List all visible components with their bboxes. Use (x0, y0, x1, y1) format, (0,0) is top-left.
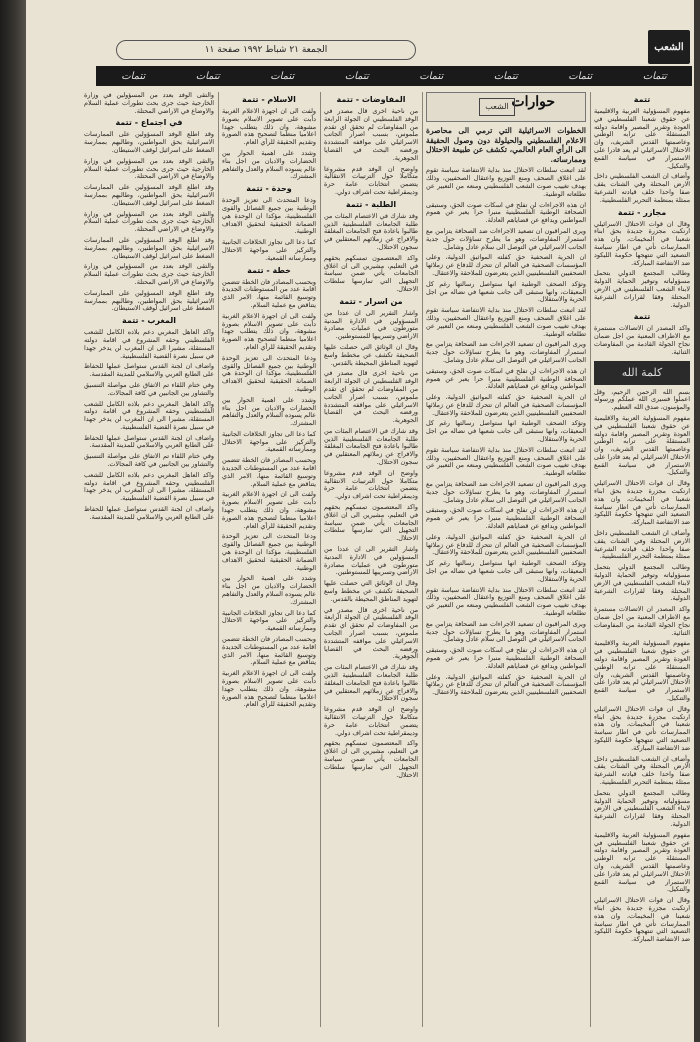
paragraph: وقد شارك في الاعتصام المئات من طلبة الجامعات الفلسطينية الذين طالبوا باعادة فتح الجامعات المغلقة والافراج عن زملائهم المعتقلين في سجون الاحتلال. (324, 426, 418, 467)
paragraph: كما دعا الى تجاوز الخلافات الجانبية والتركيز على مواجهة الاحتلال وممارساته القمعية. (222, 608, 316, 633)
paragraph: ان هذه الاجراءات لن تفلح في اسكات صوت الحق، وستبقى الصحافة الوطنية الفلسطينية منبرا حرا يعبر عن هموم المواطنين ويدافع عن قضاياهم العادلة. (426, 506, 586, 531)
column-heading: تتمة (633, 95, 651, 104)
paragraph: واكد العاهل المغربي دعم بلاده الكامل للشعب الفلسطيني وحقه المشروع في اقامة دولته المستقلة، مشيرا الى ان المغرب لن يدخر جهدا في سبيل نصرة القضية الفلسطينية. (84, 328, 214, 360)
banner-word: تتمات (568, 70, 593, 82)
paragraph: من ناحية اخرى قال مصدر في الوفد الفلسطيني ان الجولة الرابعة من المفاوضات لم تحقق اي تقدم ملموس، بسبب اصرار الجانب الاسرائيلي على مواقفه المتشددة ورفضه البحث في القضايا الجوهرية. (324, 369, 418, 425)
dateline: الجمعة ٢١ شباط ١٩٩٢ صفحة ١١ (116, 40, 416, 60)
paragraph: واشار التقرير الى ان عددا من المسؤولين في الادارة المدنية متورطون في عمليات مصادرة الاراضي وتسريبها للمستوطنين. (324, 545, 418, 577)
paragraph: ولفت الى ان اجهزة الاعلام الغربية دأبت على تصوير الاسلام بصورة مشوهة، وان ذلك يتطلب جهدا اعلاميا منظما لتصحيح هذه الصورة وتقديم الحقيقة للرأي العام. (222, 107, 316, 147)
paragraph: ان الحرية الصحفية حق كفلته المواثيق الدولية، وعلى المؤسسات الصحفية في العالم ان تتحرك للدفاع عن زملائها الصحفيين الفلسطينيين الذين يتعرضون للملاحقة والاعتقال. (426, 672, 586, 697)
section-label: حوارات (511, 94, 555, 110)
paragraph: وقد شارك في الاعتصام المئات من طلبة الجامعات الفلسطينية الذين طالبوا باعادة فتح الجامعات المغلقة والافراج عن زملائهم المعتقلين في سجون الاحتلال. (324, 663, 418, 703)
paragraph: واوضح ان الوفد قدم مشروعا متكاملا حول الترتيبات الانتقالية يتضمن انتخابات عامة حرة وديمقراطية تحت اشراف دولي. (324, 164, 418, 196)
paragraph: وقال ان قوات الاحتلال الاسرائيلي ارتكبت مجزرة جديدة بحق ابناء شعبنا في المخيمات، وان هذه الممارسات تأتي في اطار سياسة التصعيد التي تنتهجها حكومة الليكود ضد الانتفاضة المباركة. (594, 479, 690, 527)
column-1 (594, 92, 690, 1027)
paragraph: والتقى الوفد بعدد من المسؤولين في وزارة الخارجية حيث جرى بحث تطورات عملية السلام والاوضاع في الاراضي المحتلة. (84, 156, 214, 181)
paragraph: واضاف ان لجنة القدس ستواصل عملها للحفاظ على الطابع العربي والاسلامي للمدينة المقدسة. (84, 362, 214, 379)
continuations-banner (96, 66, 692, 86)
paragraph: وقد اطلع الوفد المسؤولين على الممارسات الاسرائيلية بحق المواطنين، وطالبهم بممارسة الضغط على اسرائيل لوقف الاستيطان. (84, 183, 214, 207)
paragraph: وأضاف ان الشعب الفلسطيني داخل الارض المحتلة وفي الشتات يقف صفا واحدا خلف قيادته الشرعية ممثلة بمنظمة التحرير الفلسطينية. (594, 172, 690, 204)
paragraph: واكد المعتصمون تمسكهم بحقهم في التعليم، مشيرين الى ان اغلاق الجامعات يأتي ضمن سياسة التجهيل التي تمارسها سلطات الاحتلال. (324, 739, 418, 779)
paragraph: وفي ختام اللقاء تم الاتفاق على مواصلة التنسيق والتشاور بين الجانبين في كافة المجالات. (84, 380, 214, 397)
lede-paragraph: الخطوات الاسرائيلية التي ترمي الى محاصرة الاعلام الفلسطيني والحيلولة دون وصول الحقيقة الى الرأي العام العالمي، تكشف عن طبيعة الاحتلال وممارساته. (426, 126, 586, 164)
paragraph: وأضاف ان الشعب الفلسطيني داخل الارض المحتلة وفي الشتات يقف صفا واحدا خلف قيادته الشرعية ممثلة بمنظمة التحرير الفلسطينية. (594, 529, 690, 561)
paragraph: ان هذه الاجراءات لن تفلح في اسكات صوت الحق، وستبقى الصحافة الوطنية الفلسطينية منبرا حرا يعبر عن هموم المواطنين ويدافع عن قضاياهم العادلة. (426, 366, 586, 391)
paragraph: ولفت الى ان اجهزة الاعلام الغربية دأبت على تصوير الاسلام بصورة مشوهة، وان ذلك يتطلب جهدا اعلاميا منظما لتصحيح هذه الصورة وتقديم الحقيقة للرأي العام. (222, 311, 316, 351)
paragraph: لقد اتبعت سلطات الاحتلال منذ بداية الانتفاضة سياسة تقوم على اغلاق الصحف ومنع التوزيع واعتقال الصحفيين، وذلك بهدف تغييب صوت الشعب الفلسطيني ومنعه من التعبير عن تطلعاته الوطنية. (426, 306, 586, 338)
paragraph: ودعا المتحدث الى تعزيز الوحدة الوطنية بين جميع الفصائل والقوى الفلسطينية، مؤكدا ان الوحدة هي الضمانة الحقيقية لتحقيق الاهداف الوطنية. (222, 353, 316, 393)
paragraph: مفهوم المسؤولية العربية والاقليمية عن حقوق شعبنا الفلسطيني في العودة وتقرير المصير واقامة دولته المستقلة على ترابه الوطني وعاصمتها القدس الشريف، وان الاحتلال الاسرائيلي لم يعد قادرا على الاستمرار في سياسة القمع والتنكيل. (594, 413, 690, 477)
paragraph: وقال ان الوثائق التي حصلت عليها الصحيفة تكشف عن مخطط واسع لتهويد المناطق المحيطة بالقدس. (324, 342, 418, 367)
paragraph: واضاف ان لجنة القدس ستواصل عملها للحفاظ على الطابع العربي والاسلامي للمدينة المقدسة. (84, 505, 214, 521)
banner-word: تتمات (493, 70, 518, 82)
paragraph: كما دعا الى تجاوز الخلافات الجانبية والتركيز على مواجهة الاحتلال وممارساته القمعية. (222, 429, 316, 454)
kalima-box: كلمة الله (594, 361, 690, 385)
paragraph: وشدد على اهمية الحوار بين الحضارات والاديان من اجل بناء عالم يسوده السلام والعدل والتفاهم المشترك. (222, 574, 316, 606)
paragraph: وشدد على اهمية الحوار بين الحضارات والاديان من اجل بناء عالم يسوده السلام والعدل والتفاهم المشترك. (222, 395, 316, 428)
paragraph: وفي ختام اللقاء تم الاتفاق على مواصلة التنسيق والتشاور بين الجانبين في كافة المجالات. (84, 452, 214, 469)
column-heading: تتمة (633, 312, 651, 322)
column-heading: مجازر - تتمة (617, 207, 667, 217)
paragraph: ويرى المراقبون ان تصعيد الاجراءات ضد الصحافة يتزامن مع استمرار المفاوضات، وهو ما يطرح تساؤلات حول جدية الجانب الاسرائيلي في التوصل الى سلام عادل وشامل. (426, 480, 586, 504)
banner-word: تتمات (344, 70, 369, 82)
column-3 (324, 92, 418, 1027)
column-heading: الطلبة - تتمة (345, 199, 397, 209)
paragraph: ان الحرية الصحفية حق كفلته المواثيق الدولية، وعلى المؤسسات الصحفية في العالم ان تتحرك للدفاع عن زملائها الصحفيين الفلسطينيين الذين يتعرضون للملاحقة والاعتقال. (426, 532, 586, 557)
paragraph: وقال ان قوات الاحتلال الاسرائيلي ارتكبت مجزرة جديدة بحق ابناء شعبنا في المخيمات، وان هذه الممارسات تأتي في اطار سياسة التصعيد التي تنتهجها حكومة الليكود ضد الانتفاضة المباركة. (594, 896, 690, 944)
paragraph: والتقى الوفد بعدد من المسؤولين في وزارة الخارجية حيث جرى بحث تطورات عملية السلام والاوضاع في الاراضي المحتلة. (84, 209, 214, 234)
paragraph: ويرى المراقبون ان تصعيد الاجراءات ضد الصحافة يتزامن مع استمرار المفاوضات، وهو ما يطرح تساؤلات حول جدية الجانب الاسرائيلي في التوصل الى سلام عادل وشامل. (426, 226, 586, 251)
paragraph: مفهوم المسؤولية العربية والاقليمية عن حقوق شعبنا الفلسطيني في العودة وتقرير المصير واقامة دولته المستقلة على ترابه الوطني وعاصمتها القدس الشريف، وان الاحتلال الاسرائيلي لم يعد قادرا على الاستمرار في سياسة القمع والتنكيل. (594, 830, 690, 894)
paragraph: ودعا المتحدث الى تعزيز الوحدة الوطنية بين جميع الفصائل والقوى الفلسطينية، مؤكدا ان الوحدة هي الضمانة الحقيقية لتحقيق الاهداف الوطنية. (222, 532, 316, 572)
paragraph: ولفت الى ان اجهزة الاعلام الغربية دأبت على تصوير الاسلام بصورة مشوهة، وان ذلك يتطلب جهدا اعلاميا منظما لتصحيح هذه الصورة وتقديم الحقيقة للرأي العام. (222, 490, 316, 530)
paragraph: وتؤكد الصحف الوطنية انها ستواصل رسالتها رغم كل المعيقات، وانها ستبقى الى جانب شعبها في نضاله من اجل الحرية والاستقلال. (426, 279, 586, 304)
paragraph: وقال ان قوات الاحتلال الاسرائيلي ارتكبت مجزرة جديدة بحق ابناء شعبنا في المخيمات، وان هذه الممارسات تأتي في اطار سياسة التصعيد التي تنتهجها حكومة الليكود ضد الانتفاضة المباركة. (594, 704, 690, 752)
column-heading: المغرب - تتمة (121, 316, 176, 326)
paragraph: من ناحية اخرى قال مصدر في الوفد الفلسطيني ان الجولة الرابعة من المفاوضات لم تحقق اي تقدم ملموس، بسبب اصرار الجانب الاسرائيلي على مواقفه المتشددة ورفضه البحث في القضايا الجوهرية. (324, 605, 418, 661)
paragraph: مفهوم المسؤولية العربية والاقليمية عن حقوق شعبنا الفلسطيني في العودة وتقرير المصير واقامة دولته المستقلة على ترابه الوطني وعاصمتها القدس الشريف، وان الاحتلال الاسرائيلي لم يعد قادرا على الاستمرار في سياسة القمع والتنكيل. (594, 107, 690, 170)
column-heading: المفاوضات - تتمة (336, 95, 406, 104)
book-binding (0, 0, 26, 1042)
paragraph: لقد اتبعت سلطات الاحتلال منذ بداية الانتفاضة سياسة تقوم على اغلاق الصحف ومنع التوزيع واعتقال الصحفيين، وذلك بهدف تغييب صوت الشعب الفلسطيني ومنعه من التعبير عن تطلعاته الوطنية. (426, 445, 586, 478)
column-heading: في اجتماع - تتمة (115, 118, 183, 128)
paragraph: ودعا المتحدث الى تعزيز الوحدة الوطنية بين جميع الفصائل والقوى الفلسطينية، مؤكدا ان الوحدة هي الضمانة الحقيقية لتحقيق الاهداف الوطنية. (222, 196, 316, 236)
paragraph: وطالب المجتمع الدولي بتحمل مسؤولياته وتوفير الحماية الدولية لابناء الشعب الفلسطيني في الارض المحتلة وفقا لقرارات الشرعية الدولية. (594, 788, 690, 828)
paragraph: واوضح ان الوفد قدم مشروعا متكاملا حول الترتيبات الانتقالية يتضمن انتخابات عامة حرة وديمقراطية تحت اشراف دولي. (324, 705, 418, 737)
mini-logo: الشعب (479, 98, 515, 116)
page-header (26, 18, 694, 66)
section-header (426, 92, 586, 122)
paragraph: ولفت الى ان اجهزة الاعلام الغربية دأبت على تصوير الاسلام بصورة مشوهة، وان ذلك يتطلب جهدا اعلاميا منظما لتصحيح هذه الصورة وتقديم الحقيقة للرأي العام. (222, 669, 316, 709)
banner-word: تتمات (419, 70, 444, 82)
paragraph: وبحسب المصادر فان الخطة تتضمن اقامة عدد من المستوطنات الجديدة وتوسيع القائمة منها، الامر الذي يتناقض مع عملية السلام. (222, 456, 316, 488)
paragraph: واضاف ان لجنة القدس ستواصل عملها للحفاظ على الطابع العربي والاسلامي للمدينة المقدسة. (84, 433, 214, 450)
paragraph: ويرى المراقبون ان تصعيد الاجراءات ضد الصحافة يتزامن مع استمرار المفاوضات، وهو ما يطرح تساؤلات حول جدية الجانب الاسرائيلي في التوصل الى سلام عادل وشامل. (426, 619, 586, 644)
column-heading: خطة - تتمة (247, 265, 291, 275)
column-5 (84, 92, 214, 1027)
paragraph: واكد المصدر ان الاتصالات مستمرة مع الاطراف المعنية من اجل ضمان نجاح الجولة القادمة من المفاوضات الثنائية. (594, 324, 690, 356)
paragraph: ان الحرية الصحفية حق كفلته المواثيق الدولية، وعلى المؤسسات الصحفية في العالم ان تتحرك للدفاع عن زملائها الصحفيين الفلسطينيين الذين يتعرضون للملاحقة والاعتقال. (426, 393, 586, 417)
paragraph: وتؤكد الصحف الوطنية انها ستواصل رسالتها رغم كل المعيقات، وانها ستبقى الى جانب شعبها في نضاله من اجل الحرية والاستقلال. (426, 559, 586, 583)
paragraph: لقد اتبعت سلطات الاحتلال منذ بداية الانتفاضة سياسة تقوم على اغلاق الصحف ومنع التوزيع واعتقال الصحفيين، وذلك بهدف تغييب صوت الشعب الفلسطيني ومنعه من التعبير عن تطلعاته الوطنية. (426, 585, 586, 618)
paragraph: وأضاف ان الشعب الفلسطيني داخل الارض المحتلة وفي الشتات يقف صفا واحدا خلف قيادته الشرعية ممثلة بمنظمة التحرير الفلسطينية. (594, 754, 690, 786)
paragraph: وقال ان قوات الاحتلال الاسرائيلي ارتكبت مجزرة جديدة بحق ابناء شعبنا في المخيمات، وان هذه الممارسات تأتي في اطار سياسة التصعيد التي تنتهجها حكومة الليكود ضد الانتفاضة المباركة. (594, 219, 690, 267)
paragraph: وشدد على اهمية الحوار بين الحضارات والاديان من اجل بناء عالم يسوده السلام والعدل والتفاهم المشترك. (222, 148, 316, 181)
paragraph: وطالب المجتمع الدولي بتحمل مسؤولياته وتوفير الحماية الدولية لابناء الشعب الفلسطيني في الارض المحتلة وفقا لقرارات الشرعية الدولية. (594, 563, 690, 603)
paragraph: ان الحرية الصحفية حق كفلته المواثيق الدولية، وعلى المؤسسات الصحفية في العالم ان تتحرك للدفاع عن زملائها الصحفيين الفلسطينيين الذين يتعرضون للملاحقة والاعتقال. (426, 253, 586, 277)
paragraph: والتقى الوفد بعدد من المسؤولين في وزارة الخارجية حيث جرى بحث تطورات عملية السلام والاوضاع في الاراضي المحتلة. (84, 262, 214, 286)
paragraph: كما دعا الى تجاوز الخلافات الجانبية والتركيز على مواجهة الاحتلال وممارساته القمعية. (222, 238, 316, 262)
paragraph: واكد العاهل المغربي دعم بلاده الكامل للشعب الفلسطيني وحقه المشروع في اقامة دولته المستقلة، مشيرا الى ان المغرب لن يدخر جهدا في سبيل نصرة القضية الفلسطينية. (84, 470, 214, 503)
paragraph: ويرى المراقبون ان تصعيد الاجراءات ضد الصحافة يتزامن مع استمرار المفاوضات، وهو ما يطرح تساؤلات حول جدية الجانب الاسرائيلي في التوصل الى سلام عادل وشامل. (426, 340, 586, 364)
newspaper-page (26, 0, 694, 1042)
banner-word: تتمات (642, 70, 667, 82)
paragraph: وقد اطلع الوفد المسؤولين على الممارسات الاسرائيلية بحق المواطنين، وطالبهم بممارسة الضغط على اسرائيل لوقف الاستيطان. (84, 288, 214, 313)
paragraph: والتقى الوفد بعدد من المسؤولين في وزارة الخارجية حيث جرى بحث تطورات عملية السلام والاوضاع في الاراضي المحتلة. (84, 92, 214, 115)
paragraph: ان هذه الاجراءات لن تفلح في اسكات صوت الحق، وستبقى الصحافة الوطنية الفلسطينية منبرا حرا يعبر عن هموم المواطنين ويدافع عن قضاياهم العادلة. (426, 646, 586, 670)
paragraph: من ناحية اخرى قال مصدر في الوفد الفلسطيني ان الجولة الرابعة من المفاوضات لم تحقق اي تقدم ملموس، بسبب اصرار الجانب الاسرائيلي على مواقفه المتشددة ورفضه البحث في القضايا الجوهرية. (324, 107, 418, 162)
column-rule (218, 92, 219, 1027)
column-2 (426, 92, 586, 1027)
paragraph: وتؤكد الصحف الوطنية انها ستواصل رسالتها رغم كل المعيقات، وانها ستبقى الى جانب شعبها في نضاله من اجل الحرية والاستقلال. (426, 419, 586, 444)
paragraph: مفهوم المسؤولية العربية والاقليمية عن حقوق شعبنا الفلسطيني في العودة وتقرير المصير واقامة دولته المستقلة على ترابه الوطني وعاصمتها القدس الشريف، وان الاحتلال الاسرائيلي لم يعد قادرا على الاستمرار في سياسة القمع والتنكيل. (594, 639, 690, 702)
column-heading: من اسرار - تتمة (339, 296, 403, 306)
column-heading: الاسلام - تتمة (242, 95, 296, 104)
paragraph: واوضح ان الوفد قدم مشروعا متكاملا حول الترتيبات الانتقالية يتضمن انتخابات عامة حرة وديمقراطية تحت اشراف دولي. (324, 468, 418, 501)
paragraph: ان هذه الاجراءات لن تفلح في اسكات صوت الحق، وستبقى الصحافة الوطنية الفلسطينية منبرا حرا يعبر عن هموم المواطنين ويدافع عن قضاياهم العادلة. (426, 200, 586, 225)
paragraph: وقد شارك في الاعتصام المئات من طلبة الجامعات الفلسطينية الذين طالبوا باعادة فتح الجامعات المغلقة والافراج عن زملائهم المعتقلين في سجون الاحتلال. (324, 211, 418, 251)
column-4 (222, 92, 316, 1027)
paragraph: وقال ان الوثائق التي حصلت عليها الصحيفة تكشف عن مخطط واسع لتهويد المناطق المحيطة بالقدس. (324, 579, 418, 603)
paragraph: وقد اطلع الوفد المسؤولين على الممارسات الاسرائيلية بحق المواطنين، وطالبهم بممارسة الضغط على اسرائيل لوقف الاستيطان. (84, 235, 214, 260)
paragraph: لقد اتبعت سلطات الاحتلال منذ بداية الانتفاضة سياسة تقوم على اغلاق الصحف ومنع التوزيع واعتقال الصحفيين، وذلك بهدف تغييب صوت الشعب الفلسطيني ومنعه من التعبير عن تطلعاته الوطنية. (426, 166, 586, 198)
banner-word: تتمات (121, 70, 146, 82)
paragraph: وطالب المجتمع الدولي بتحمل مسؤولياته وتوفير الحماية الدولية لابناء الشعب الفلسطيني في الارض المحتلة وفقا لقرارات الشرعية الدولية. (594, 269, 690, 309)
column-rule (320, 92, 321, 1027)
column-rule (422, 92, 423, 1027)
paragraph: واشار التقرير الى ان عددا من المسؤولين في الادارة المدنية متورطون في عمليات مصادرة الاراضي وتسريبها للمستوطنين. (324, 308, 418, 341)
paragraph: وقد اطلع الوفد المسؤولين على الممارسات الاسرائيلية بحق المواطنين، وطالبهم بممارسة الضغط على اسرائيل لوقف الاستيطان. (84, 130, 214, 154)
paragraph: وبحسب المصادر فان الخطة تتضمن اقامة عدد من المستوطنات الجديدة وتوسيع القائمة منها، الامر الذي يتناقض مع عملية السلام. (222, 635, 316, 667)
column-rule (590, 92, 591, 1027)
paragraph: واكد العاهل المغربي دعم بلاده الكامل للشعب الفلسطيني وحقه المشروع في اقامة دولته المستقلة، مشيرا الى ان المغرب لن يدخر جهدا في سبيل نصرة القضية الفلسطينية. (84, 399, 214, 431)
paragraph: واكد المعتصمون تمسكهم بحقهم في التعليم، مشيرين الى ان اغلاق الجامعات يأتي ضمن سياسة التجهيل التي تمارسها سلطات الاحتلال. (324, 253, 418, 293)
paragraph: وبحسب المصادر فان الخطة تتضمن اقامة عدد من المستوطنات الجديدة وتوسيع القائمة منها، الامر الذي يتناقض مع عملية السلام. (222, 277, 316, 309)
paragraph: بسم الله الرحمن الرحيم، وقل اعملوا فسيرى الله عملكم ورسوله والمؤمنون، صدق الله العظيم. (594, 387, 690, 412)
banner-word: تتمات (195, 70, 220, 82)
banner-word: تتمات (270, 70, 295, 82)
masthead-logo: الشعب (648, 30, 690, 64)
paragraph: واكد المصدر ان الاتصالات مستمرة مع الاطراف المعنية من اجل ضمان نجاح الجولة القادمة من المفاوضات الثنائية. (594, 605, 690, 637)
page-edge (694, 0, 700, 1042)
paragraph: واكد المعتصمون تمسكهم بحقهم في التعليم، مشيرين الى ان اغلاق الجامعات يأتي ضمن سياسة التجهيل التي تمارسها سلطات الاحتلال. (324, 503, 418, 543)
column-heading: وحدة - تتمة (246, 184, 292, 194)
